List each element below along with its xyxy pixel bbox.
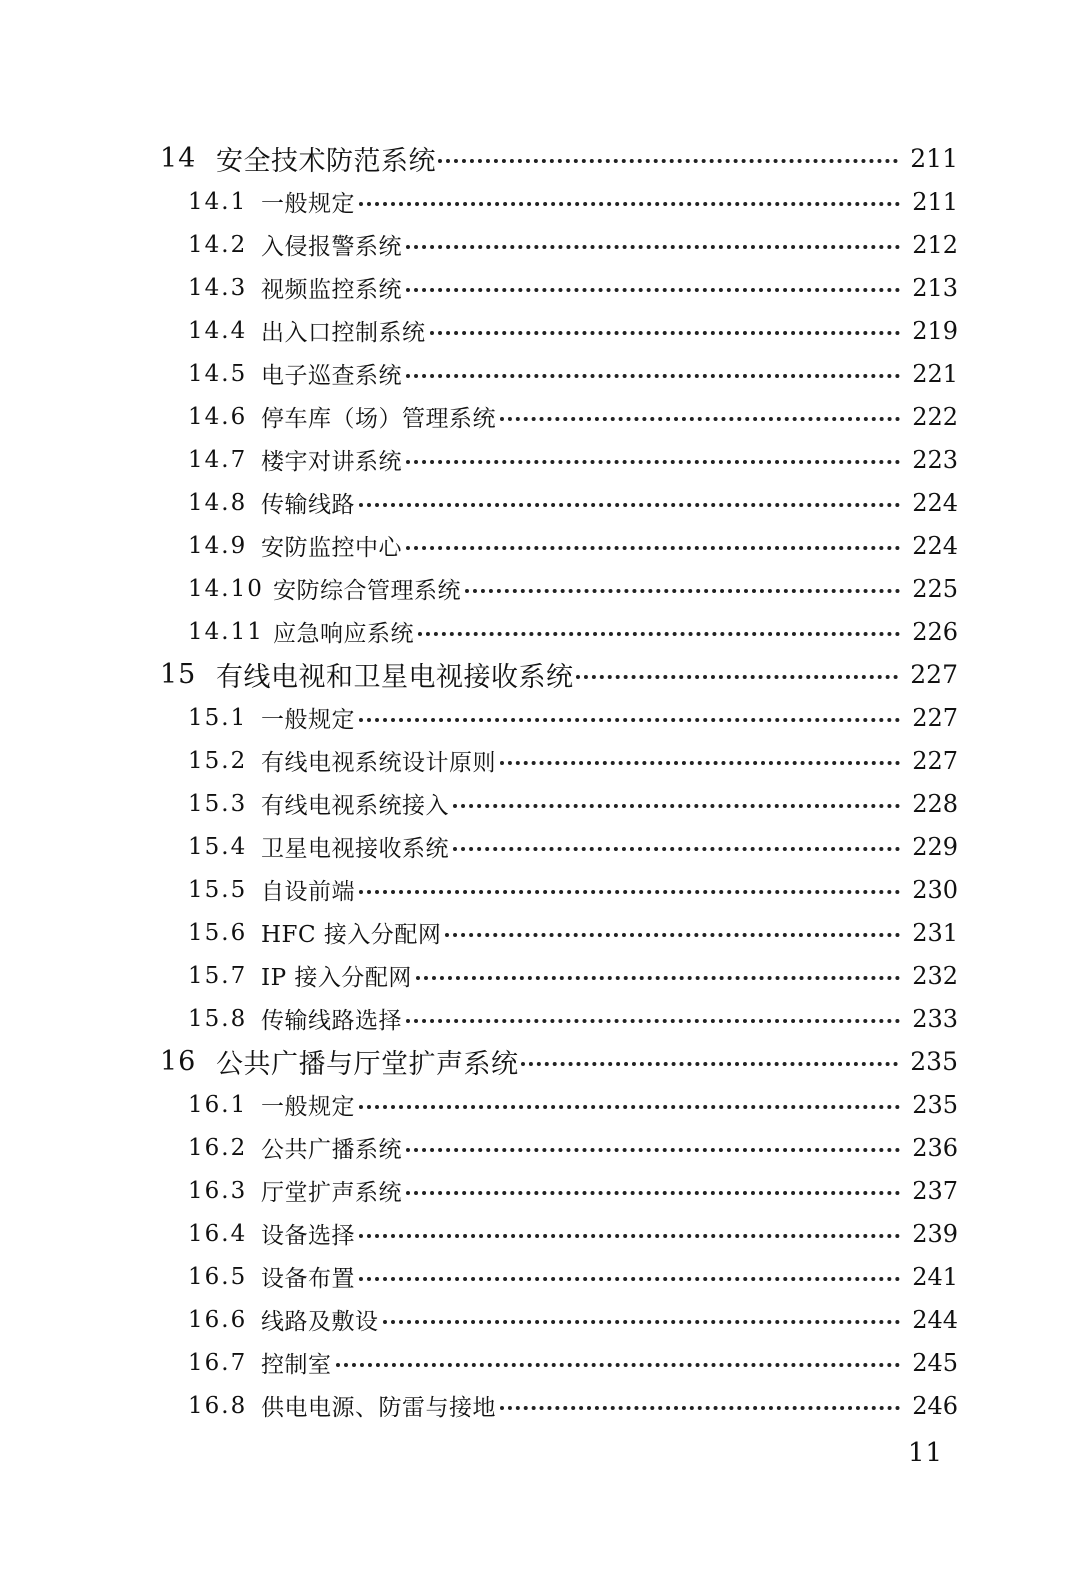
toc-section-entry[interactable] xyxy=(188,1126,958,1169)
toc-section-entry[interactable] xyxy=(188,180,958,223)
toc-entry-number: 15.6 xyxy=(188,919,248,946)
toc-entry-page: 232 xyxy=(912,961,958,990)
toc-entry-title: IP 接入分配网 xyxy=(261,965,412,991)
toc-entry-page: 226 xyxy=(912,617,958,646)
toc-entry-page: 231 xyxy=(912,918,958,947)
toc-entry-number: 16.6 xyxy=(188,1306,248,1333)
toc-section-entry[interactable] xyxy=(188,266,958,309)
table-of-contents xyxy=(0,137,1080,1427)
toc-entry-number: 15.1 xyxy=(188,704,248,731)
dot-leader xyxy=(359,1277,900,1281)
toc-section-entry[interactable] xyxy=(188,524,958,567)
toc-entry-number: 15.3 xyxy=(188,790,248,817)
toc-entry-number: 16.7 xyxy=(188,1349,248,1376)
toc-entry-title: 设备选择 xyxy=(261,1223,355,1249)
toc-entry-page: 228 xyxy=(912,789,958,818)
toc-entry-title: 出入口控制系统 xyxy=(261,320,426,346)
dot-leader xyxy=(359,1105,900,1109)
dot-leader xyxy=(521,1062,899,1066)
toc-entry-title: 入侵报警系统 xyxy=(261,234,402,260)
dot-leader xyxy=(359,718,900,722)
toc-entry-page: 227 xyxy=(912,746,958,775)
toc-entry-title: 传输线路选择 xyxy=(261,1008,402,1034)
toc-section-entry[interactable] xyxy=(188,739,958,782)
toc-section-entry[interactable] xyxy=(188,868,958,911)
toc-entry-number: 15.5 xyxy=(188,876,248,903)
toc-chapter-entry[interactable] xyxy=(160,137,958,180)
toc-section-entry[interactable] xyxy=(188,309,958,352)
toc-entry-page: 224 xyxy=(912,531,958,560)
toc-entry-title: 公共广播系统 xyxy=(261,1137,402,1163)
toc-section-entry[interactable] xyxy=(188,1341,958,1384)
toc-section-entry[interactable] xyxy=(188,1298,958,1341)
toc-entry-number: 14.4 xyxy=(188,317,248,344)
toc-entry-page: 222 xyxy=(912,402,958,431)
toc-entry-number: 14.1 xyxy=(188,188,248,215)
toc-entry-number: 16.8 xyxy=(188,1392,248,1419)
toc-section-entry[interactable] xyxy=(188,911,958,954)
toc-section-entry[interactable] xyxy=(188,696,958,739)
dot-leader xyxy=(416,976,900,980)
toc-section-entry[interactable] xyxy=(188,954,958,997)
toc-entry-page: 233 xyxy=(912,1004,958,1033)
page-number: 11 xyxy=(908,1438,944,1468)
toc-section-entry[interactable] xyxy=(188,1384,958,1427)
toc-entry-page: 227 xyxy=(910,660,958,689)
toc-entry-number: 14.7 xyxy=(188,446,248,473)
toc-entry-page: 212 xyxy=(912,230,958,259)
toc-entry-page: 241 xyxy=(912,1262,958,1291)
toc-entry-number: 16.3 xyxy=(188,1177,248,1204)
toc-entry-number: 15.8 xyxy=(188,1005,248,1032)
toc-entry-number: 14.5 xyxy=(188,360,248,387)
dot-leader xyxy=(406,1191,900,1195)
dot-leader xyxy=(465,589,900,593)
toc-entry-title: 设备布置 xyxy=(261,1266,355,1292)
toc-section-entry[interactable] xyxy=(188,997,958,1040)
toc-section-entry[interactable] xyxy=(188,1169,958,1212)
dot-leader xyxy=(383,1320,901,1324)
dot-leader xyxy=(406,546,900,550)
toc-entry-title: HFC 接入分配网 xyxy=(261,922,442,948)
dot-leader xyxy=(418,632,900,636)
toc-entry-title: 安全技术防范系统 xyxy=(216,146,436,177)
toc-entry-title: 一般规定 xyxy=(261,1094,355,1120)
dot-leader xyxy=(445,933,900,937)
toc-entry-number: 14.8 xyxy=(188,489,248,516)
toc-entry-title: 停车库（场）管理系统 xyxy=(261,406,496,432)
toc-section-entry[interactable] xyxy=(188,481,958,524)
dot-leader xyxy=(406,1148,900,1152)
toc-entry-title: 电子巡查系统 xyxy=(261,363,402,389)
dot-leader xyxy=(453,847,900,851)
toc-entry-page: 225 xyxy=(912,574,958,603)
toc-entry-title: 自设前端 xyxy=(261,879,355,905)
dot-leader xyxy=(359,202,900,206)
dot-leader xyxy=(359,503,900,507)
toc-entry-number: 16 xyxy=(160,1046,197,1077)
toc-chapter-entry[interactable] xyxy=(160,653,958,696)
toc-entry-title: 传输线路 xyxy=(261,492,355,518)
dot-leader xyxy=(500,761,900,765)
toc-entry-title: 线路及敷设 xyxy=(261,1309,379,1335)
dot-leader xyxy=(438,159,898,163)
toc-entry-number: 15.2 xyxy=(188,747,248,774)
toc-entry-number: 14.6 xyxy=(188,403,248,430)
toc-entry-title: 有线电视和卫星电视接收系统 xyxy=(216,662,574,693)
toc-entry-number: 15.7 xyxy=(188,962,248,989)
toc-entry-title: 有线电视系统接入 xyxy=(261,793,449,819)
toc-entry-title: 控制室 xyxy=(261,1352,332,1378)
toc-entry-page: 211 xyxy=(910,144,958,173)
toc-entry-title: 楼宇对讲系统 xyxy=(261,449,402,475)
toc-section-entry[interactable] xyxy=(188,223,958,266)
toc-section-entry[interactable] xyxy=(188,825,958,868)
toc-entry-title: 公共广播与厅堂扩声系统 xyxy=(216,1049,519,1080)
toc-entry-page: 246 xyxy=(912,1391,958,1420)
dot-leader xyxy=(500,1406,900,1410)
toc-entry-page: 227 xyxy=(912,703,958,732)
toc-section-entry[interactable] xyxy=(188,1083,958,1126)
toc-entry-number: 14.11 xyxy=(188,618,264,645)
dot-leader xyxy=(406,1019,900,1023)
dot-leader xyxy=(406,245,900,249)
dot-leader xyxy=(453,804,900,808)
toc-entry-number: 14.2 xyxy=(188,231,248,258)
toc-entry-page: 245 xyxy=(912,1348,958,1377)
toc-section-entry[interactable] xyxy=(188,438,958,481)
toc-entry-number: 14.3 xyxy=(188,274,248,301)
toc-entry-page: 211 xyxy=(912,187,958,216)
toc-entry-number: 14 xyxy=(160,143,197,174)
toc-entry-page: 223 xyxy=(912,445,958,474)
toc-entry-page: 244 xyxy=(912,1305,958,1334)
toc-entry-page: 239 xyxy=(912,1219,958,1248)
toc-section-entry[interactable] xyxy=(188,782,958,825)
toc-entry-title: 应急响应系统 xyxy=(273,621,414,647)
toc-section-entry[interactable] xyxy=(188,1212,958,1255)
toc-entry-title: 一般规定 xyxy=(261,191,355,217)
toc-chapter-entry[interactable] xyxy=(160,1040,958,1083)
toc-entry-page: 230 xyxy=(912,875,958,904)
dot-leader xyxy=(406,288,900,292)
dot-leader xyxy=(359,890,900,894)
toc-entry-title: 一般规定 xyxy=(261,707,355,733)
toc-entry-title: 供电电源、防雷与接地 xyxy=(261,1395,496,1421)
toc-entry-number: 16.2 xyxy=(188,1134,248,1161)
dot-leader xyxy=(359,1234,900,1238)
toc-entry-page: 229 xyxy=(912,832,958,861)
toc-entry-title: 安防综合管理系统 xyxy=(273,578,461,604)
toc-entry-page: 236 xyxy=(912,1133,958,1162)
toc-entry-page: 235 xyxy=(912,1090,958,1119)
toc-entry-page: 213 xyxy=(912,273,958,302)
toc-entry-page: 221 xyxy=(912,359,958,388)
toc-entry-title: 有线电视系统设计原则 xyxy=(261,750,496,776)
dot-leader xyxy=(500,417,900,421)
toc-entry-page: 219 xyxy=(912,316,958,345)
dot-leader xyxy=(406,374,900,378)
toc-entry-page: 235 xyxy=(910,1047,958,1076)
dot-leader xyxy=(576,675,899,679)
toc-entry-number: 14.10 xyxy=(188,575,264,602)
toc-section-entry[interactable] xyxy=(188,352,958,395)
toc-entry-page: 237 xyxy=(912,1176,958,1205)
dot-leader xyxy=(336,1363,901,1367)
toc-entry-number: 15 xyxy=(160,659,197,690)
toc-entry-number: 16.1 xyxy=(188,1091,248,1118)
toc-entry-page: 224 xyxy=(912,488,958,517)
toc-section-entry[interactable] xyxy=(188,610,958,653)
dot-leader xyxy=(406,460,900,464)
toc-section-entry[interactable] xyxy=(188,395,958,438)
toc-entry-number: 14.9 xyxy=(188,532,248,559)
toc-entry-title: 厅堂扩声系统 xyxy=(261,1180,402,1206)
toc-entry-title: 视频监控系统 xyxy=(261,277,402,303)
toc-entry-title: 卫星电视接收系统 xyxy=(261,836,449,862)
toc-section-entry[interactable] xyxy=(188,567,958,610)
dot-leader xyxy=(430,331,901,335)
toc-entry-number: 16.5 xyxy=(188,1263,248,1290)
toc-entry-title: 安防监控中心 xyxy=(261,535,402,561)
toc-entry-number: 16.4 xyxy=(188,1220,248,1247)
toc-entry-number: 15.4 xyxy=(188,833,248,860)
toc-section-entry[interactable] xyxy=(188,1255,958,1298)
